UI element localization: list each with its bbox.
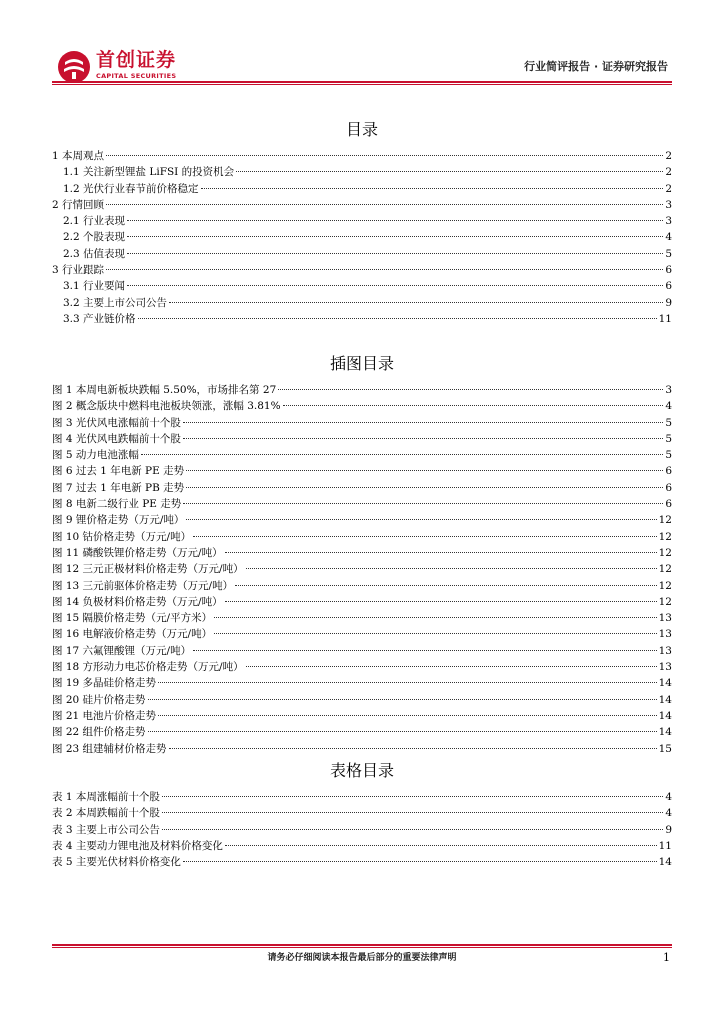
dot-leader: [162, 829, 663, 830]
dot-leader: [235, 585, 657, 586]
toc-entry-page: 6: [665, 264, 672, 277]
toc-entry-label: 2 行情回顾: [52, 198, 105, 211]
dot-leader: [127, 285, 663, 286]
toc-entry-label: 1.1 关注新型锂盐 LiFSI 的投资机会: [63, 166, 235, 179]
figure-entry[interactable]: [52, 398, 672, 414]
toc-entry[interactable]: [52, 181, 672, 197]
figure-entry[interactable]: [52, 708, 672, 724]
toc-entry-page: 9: [665, 296, 672, 309]
toc-entry[interactable]: [52, 311, 672, 327]
figure-entry[interactable]: [52, 741, 672, 757]
table-list-title: 表格目录: [329, 761, 394, 780]
dot-leader: [138, 318, 657, 319]
figure-list-title: 插图目录: [329, 354, 394, 373]
header-divider: [52, 81, 672, 83]
table-entry-page: 4: [665, 807, 672, 820]
toc-entry-page: 2: [665, 166, 672, 179]
table-entry-page: 11: [658, 839, 672, 852]
figure-entry-label: 图 6 过去 1 年电新 PE 走势: [52, 465, 185, 478]
figure-entry[interactable]: [52, 529, 672, 545]
toc-entry-label: 3.3 产业链价格: [63, 312, 136, 325]
figure-entry-page: 13: [658, 661, 672, 674]
figure-entry-label: 图 10 钴价格走势（万元/吨）: [52, 530, 192, 543]
footer-divider: [52, 944, 672, 946]
figure-entry-label: 图 14 负极材料价格走势（万元/吨）: [52, 595, 223, 608]
figure-entry-label: 图 13 三元前驱体价格走势（万元/吨）: [52, 579, 234, 592]
toc-entry[interactable]: [52, 278, 672, 294]
table-entry[interactable]: [52, 854, 672, 870]
table-entry-page: 9: [665, 823, 672, 836]
figure-entry-label: 图 1 本周电新板块跌幅 5.50%，市场排名第 27: [52, 384, 277, 396]
figure-entry-page: 12: [658, 514, 672, 527]
toc-entry-page: 2: [665, 182, 672, 195]
dot-leader: [246, 568, 657, 569]
figure-entry-page: 13: [658, 612, 672, 625]
toc-entry-label: 2.2 个股表现: [63, 231, 126, 244]
figure-entry-label: 图 21 电池片价格走势: [52, 709, 157, 722]
logo-english-name: CAPITAL SECURITIES: [96, 72, 177, 80]
dot-leader: [127, 236, 663, 237]
table-entry[interactable]: [52, 805, 672, 821]
figure-entry-label: 图 3 光伏风电涨幅前十个股: [52, 416, 181, 429]
header-divider-thin: [52, 84, 672, 85]
figure-entry[interactable]: [52, 626, 672, 642]
toc-entry-label: 3 行业跟踪: [52, 264, 105, 277]
figure-entry-page: 13: [658, 644, 672, 657]
figure-entry-page: 12: [658, 579, 672, 592]
figure-entry-page: 12: [658, 595, 672, 608]
figure-entry-page: 15: [658, 742, 672, 755]
dot-leader: [214, 633, 657, 634]
dot-leader: [158, 715, 657, 716]
toc-entry-label: 2.3 估值表现: [63, 247, 126, 260]
figure-list-section: [52, 354, 672, 757]
figure-entry-page: 14: [658, 693, 672, 706]
figure-entry-page: 12: [658, 546, 672, 559]
dot-leader: [201, 188, 664, 189]
figure-entry[interactable]: [52, 643, 672, 659]
dot-leader: [186, 470, 663, 471]
toc-entry[interactable]: [52, 246, 672, 262]
figure-entry-page: 6: [665, 498, 672, 511]
toc-section: [52, 120, 672, 327]
table-entry-label: 表 5 主要光伏材料价格变化: [52, 856, 181, 869]
figure-entry-label: 图 9 锂价格走势（万元/吨）: [52, 514, 185, 527]
figure-entry-page: 13: [658, 628, 672, 641]
toc-list: [52, 148, 672, 327]
toc-entry-page: 3: [665, 215, 672, 228]
dot-leader: [183, 503, 663, 504]
figure-entry-label: 图 20 硅片价格走势: [52, 693, 146, 706]
dot-leader: [169, 302, 663, 303]
toc-entry[interactable]: [52, 295, 672, 311]
toc-entry-label: 1.2 光伏行业春节前价格稳定: [63, 182, 199, 195]
table-entry[interactable]: [52, 838, 672, 854]
figure-entry[interactable]: [52, 724, 672, 740]
table-list-section: [52, 761, 672, 870]
figure-entry[interactable]: [52, 463, 672, 479]
figure-entry[interactable]: [52, 659, 672, 675]
figure-entry-label: 图 4 光伏风电跌幅前十个股: [52, 432, 181, 445]
figure-entry-label: 图 12 三元正极材料价格走势（万元/吨）: [52, 563, 244, 576]
figure-entry-page: 12: [658, 530, 672, 543]
figure-entry-label: 图 22 组件价格走势: [52, 726, 146, 739]
dot-leader: [148, 699, 657, 700]
dot-leader: [283, 405, 664, 406]
dot-leader: [183, 422, 663, 423]
toc-title: 目录: [345, 120, 378, 139]
page-header: [0, 0, 724, 90]
figure-entry-label: 图 8 电新二级行业 PE 走势: [52, 498, 182, 511]
toc-entry-page: 3: [665, 198, 672, 211]
toc-entry[interactable]: [52, 148, 672, 164]
figure-entry-label: 图 11 磷酸铁锂价格走势（万元/吨）: [52, 546, 223, 559]
figure-entry-label: 图 16 电解液价格走势（万元/吨）: [52, 628, 213, 641]
toc-entry-page: 11: [658, 312, 672, 325]
dot-leader: [225, 845, 657, 846]
dot-leader: [106, 269, 663, 270]
dot-leader: [236, 171, 663, 172]
dot-leader: [193, 650, 657, 651]
toc-entry-page: 2: [665, 150, 672, 162]
table-entry-label: 表 3 主要上市公司公告: [52, 823, 160, 836]
figure-entry[interactable]: [52, 480, 672, 496]
figure-entry[interactable]: [52, 415, 672, 431]
figure-entry[interactable]: [52, 431, 672, 447]
toc-entry-label: 3.2 主要上市公司公告: [63, 296, 168, 309]
dot-leader: [193, 536, 657, 537]
dot-leader: [214, 617, 657, 618]
dot-leader: [186, 487, 663, 488]
footer-disclaimer: 请务必仔细阅读本报告最后部分的重要法律声明: [267, 953, 457, 963]
figure-entry[interactable]: [52, 496, 672, 512]
toc-entry[interactable]: [52, 164, 672, 180]
table-entry[interactable]: [52, 822, 672, 838]
figure-entry-label: 图 15 隔膜价格走势（元/平方米）: [52, 612, 213, 625]
figure-entry-label: 图 19 多晶硅价格走势: [52, 677, 157, 690]
toc-entry-page: 6: [665, 280, 672, 293]
figure-entry[interactable]: [52, 561, 672, 577]
report-type-label: 行业简评报告 · 证券研究报告: [524, 60, 668, 73]
figure-entry[interactable]: [52, 692, 672, 708]
dot-leader: [162, 812, 663, 813]
figure-entry-page: 14: [658, 677, 672, 690]
figure-entry-page: 3: [665, 384, 672, 396]
toc-entry[interactable]: [52, 197, 672, 213]
dot-leader: [148, 731, 657, 732]
toc-entry[interactable]: [52, 262, 672, 278]
toc-entry-label: 3.1 行业要闻: [63, 280, 126, 293]
figure-entry-label: 图 18 方形动力电芯价格走势（万元/吨）: [52, 661, 244, 674]
figure-entry-label: 图 7 过去 1 年电新 PB 走势: [52, 481, 185, 494]
figure-entry[interactable]: [52, 594, 672, 610]
figure-entry-page: 14: [658, 709, 672, 722]
figure-entry-page: 14: [658, 726, 672, 739]
figure-entry-page: 4: [665, 400, 672, 413]
table-entry[interactable]: [52, 789, 672, 805]
table-entry-label: 表 4 主要动力锂电池及材料价格变化: [52, 839, 223, 852]
dot-leader: [158, 682, 657, 683]
footer-divider-thin: [52, 947, 672, 948]
figure-entry-page: 12: [658, 563, 672, 576]
dot-leader: [127, 253, 663, 254]
dot-leader: [186, 519, 656, 520]
figure-entry-label: 图 17 六氟锂酸锂（万元/吨）: [52, 644, 192, 657]
figure-entry[interactable]: [52, 675, 672, 691]
toc-entry-label: 1 本周观点: [52, 150, 105, 162]
table-entry-page: 14: [658, 856, 672, 869]
dot-leader: [127, 220, 663, 221]
figure-entry-page: 5: [665, 416, 672, 429]
dot-leader: [225, 552, 657, 553]
table-entry-label: 表 1 本周涨幅前十个股: [52, 791, 160, 803]
capital-securities-logo-icon: [57, 50, 91, 84]
figure-entry-page: 5: [665, 432, 672, 445]
figure-entry-page: 5: [665, 449, 672, 462]
figure-entry-page: 6: [665, 465, 672, 478]
figure-entry-label: 图 5 动力电池涨幅: [52, 449, 139, 462]
figure-entry-label: 图 2 概念版块中燃料电池板块领涨，涨幅 3.81%: [52, 400, 281, 413]
toc-entry[interactable]: [52, 213, 672, 229]
table-entry-page: 4: [665, 791, 672, 803]
figure-entry[interactable]: [52, 512, 672, 528]
logo-chinese-name: 首创证券: [96, 49, 177, 71]
toc-entry-label: 2.1 行业表现: [63, 215, 126, 228]
figure-entry[interactable]: [52, 545, 672, 561]
figure-list: [52, 382, 672, 757]
dot-leader: [106, 204, 663, 205]
figure-entry[interactable]: [52, 610, 672, 626]
figure-entry[interactable]: [52, 382, 672, 398]
dot-leader: [246, 666, 657, 667]
table-list: [52, 789, 672, 870]
figure-entry-page: 6: [665, 481, 672, 494]
figure-entry[interactable]: [52, 447, 672, 463]
dot-leader: [183, 438, 663, 439]
dot-leader: [183, 861, 657, 862]
figure-entry-label: 图 23 组建辅材价格走势: [52, 742, 167, 755]
toc-entry-page: 4: [665, 231, 672, 244]
dot-leader: [162, 796, 663, 797]
toc-entry[interactable]: [52, 229, 672, 245]
dot-leader: [225, 601, 657, 602]
dot-leader: [106, 155, 663, 156]
table-entry-label: 表 2 本周跌幅前十个股: [52, 807, 160, 820]
toc-entry-page: 5: [665, 247, 672, 260]
dot-leader: [278, 389, 663, 390]
dot-leader: [169, 748, 657, 749]
figure-entry[interactable]: [52, 578, 672, 594]
page-number: 1: [663, 951, 670, 964]
dot-leader: [141, 454, 663, 455]
